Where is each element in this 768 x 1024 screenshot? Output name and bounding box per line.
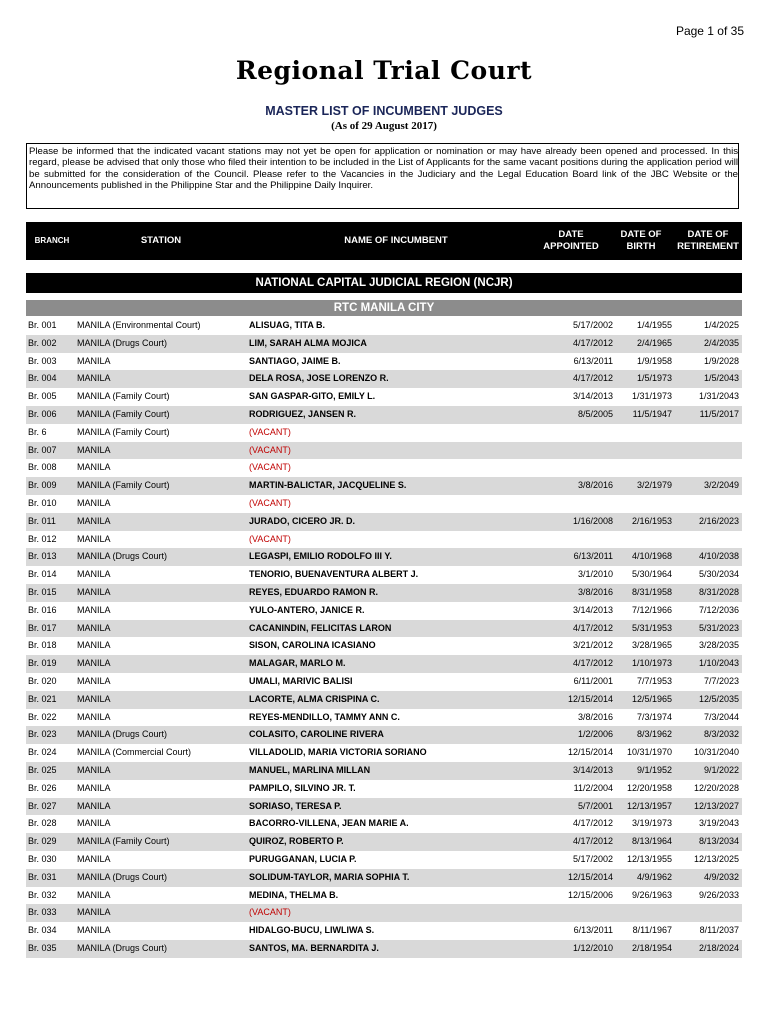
region-header: NATIONAL CAPITAL JUDICIAL REGION (NCJR): [26, 273, 742, 293]
incumbent-name-cell: REYES-MENDILLO, TAMMY ANN C.: [249, 711, 400, 722]
date-of-birth-cell: 11/5/1947: [632, 408, 672, 419]
date-of-retirement-cell: 12/5/2035: [698, 693, 739, 704]
station-cell: MANILA: [77, 604, 111, 615]
date-appointed-cell: 1/16/2008: [572, 515, 613, 526]
incumbent-name-cell: SORIASO, TERESA P.: [249, 800, 342, 811]
date-appointed-cell: 1/12/2010: [572, 942, 613, 953]
date-appointed-cell: 11/2/2004: [573, 782, 613, 793]
date-of-retirement-cell: 8/31/2028: [698, 586, 739, 597]
branch-cell: Br. 017: [28, 622, 57, 633]
branch-cell: Br. 003: [28, 355, 57, 366]
date-of-retirement-cell: 2/18/2024: [698, 942, 739, 953]
date-of-birth-cell: 10/31/1970: [626, 747, 672, 758]
date-of-birth-cell: 8/13/1964: [631, 836, 672, 847]
date-of-retirement-cell: 7/7/2023: [703, 675, 739, 686]
branch-cell: Br. 010: [28, 497, 57, 508]
table-row: [26, 922, 742, 940]
date-of-retirement-cell: 8/3/2032: [703, 729, 739, 740]
table-row: [26, 406, 742, 424]
date-of-birth-cell: 9/26/1963: [631, 889, 672, 900]
station-cell: MANILA: [77, 533, 111, 544]
table-row: [26, 869, 742, 887]
date-of-birth-cell: 8/3/1962: [636, 729, 672, 740]
date-of-birth-cell: 7/3/1974: [636, 711, 672, 722]
column-retirement-line1: DATE OF: [687, 229, 729, 240]
branch-cell: Br. 019: [28, 658, 57, 669]
date-appointed-cell: 6/11/2001: [573, 675, 613, 686]
station-cell: MANILA: [77, 925, 111, 936]
date-appointed-cell: 3/8/2016: [577, 586, 613, 597]
table-row: [26, 904, 742, 922]
branch-cell: Br. 024: [28, 747, 57, 758]
station-cell: MANILA: [77, 889, 111, 900]
city-header: RTC MANILA CITY: [26, 300, 742, 316]
date-of-birth-cell: 2/18/1954: [631, 942, 672, 953]
date-of-birth-cell: 7/7/1953: [636, 675, 672, 686]
date-of-retirement-cell: 8/11/2037: [699, 925, 739, 936]
incumbent-name-cell: ALISUAG, TITA B.: [249, 320, 325, 330]
date-of-retirement-cell: 3/19/2043: [698, 818, 739, 829]
branch-cell: Br. 030: [28, 853, 57, 864]
date-appointed-cell: 3/8/2016: [577, 480, 613, 491]
column-appointed-line1: DATE: [558, 229, 584, 240]
date-of-birth-cell: 3/28/1965: [631, 640, 672, 651]
date-appointed-cell: 5/17/2002: [572, 853, 613, 864]
date-appointed-cell: 4/17/2012: [572, 818, 613, 829]
station-cell: MANILA: [77, 569, 111, 580]
table-row: [26, 459, 742, 477]
date-of-retirement-cell: 1/31/2043: [698, 391, 739, 402]
date-of-birth-cell: 4/9/1962: [636, 871, 672, 882]
date-of-birth-cell: 1/10/1973: [631, 658, 672, 669]
incumbent-name-cell: SOLIDUM-TAYLOR, MARIA SOPHIA T.: [249, 871, 410, 882]
date-appointed-cell: 6/13/2011: [573, 925, 613, 936]
branch-cell: Br. 013: [28, 551, 57, 562]
incumbent-name-cell: JURADO, CICERO JR. D.: [249, 515, 356, 526]
station-cell: MANILA: [77, 693, 111, 704]
date-of-retirement-cell: 3/2/2049: [703, 480, 739, 491]
station-cell: MANILA: [77, 782, 111, 793]
date-of-birth-cell: 5/31/1953: [631, 622, 672, 633]
table-row: [26, 477, 742, 495]
table-row: [26, 762, 742, 780]
incumbent-name-cell: SAN GASPAR-GITO, EMILY L.: [249, 391, 376, 402]
table-row: [26, 637, 742, 655]
incumbent-name-cell: SANTIAGO, JAIME B.: [249, 355, 341, 366]
page-number: Page 1 of 35: [675, 24, 744, 38]
incumbent-name-cell: SISON, CAROLINA ICASIANO: [249, 640, 376, 651]
incumbent-name-cell: TENORIO, BUENAVENTURA ALBERT J.: [249, 569, 419, 580]
incumbent-name-cell: MEDINA, THELMA B.: [249, 889, 339, 900]
incumbent-name-cell: (VACANT): [249, 444, 291, 455]
document-subtitle: MASTER LIST OF INCUMBENT JUDGES: [265, 104, 503, 118]
station-cell: MANILA: [77, 818, 111, 829]
column-branch: BRANCH: [34, 236, 70, 245]
station-cell: MANILA: [77, 711, 111, 722]
station-cell: MANILA: [77, 373, 111, 384]
branch-cell: Br. 025: [28, 764, 57, 775]
station-cell: MANILA: [77, 355, 111, 366]
date-appointed-cell: 6/13/2011: [573, 355, 613, 366]
branch-cell: Br. 033: [28, 907, 57, 918]
incumbent-name-cell: DELA ROSA, JOSE LORENZO R.: [249, 373, 389, 384]
date-appointed-cell: 3/21/2012: [572, 640, 613, 651]
date-of-birth-cell: 9/1/1952: [636, 764, 672, 775]
date-appointed-cell: 3/14/2013: [572, 391, 613, 402]
branch-cell: Br. 011: [28, 515, 56, 526]
date-of-birth-cell: 8/31/1958: [631, 586, 672, 597]
table-row: [26, 513, 742, 531]
table-header: [26, 222, 742, 260]
table-row: [26, 833, 742, 851]
date-of-retirement-cell: 4/10/2038: [698, 551, 739, 562]
branch-cell: Br. 023: [28, 729, 57, 740]
incumbent-name-cell: MALAGAR, MARLO M.: [249, 658, 346, 669]
date-appointed-cell: 3/1/2010: [577, 569, 613, 580]
table-row: [26, 584, 742, 602]
table-row: [26, 317, 742, 335]
station-cell: MANILA (Family Court): [77, 408, 170, 419]
judges-table-body: [26, 317, 742, 958]
incumbent-name-cell: LACORTE, ALMA CRISPINA C.: [249, 693, 380, 704]
notice-box: Please be informed that the indicated vacant stations may not yet be open for application or nomination or may have already been opened and processed. In this regard, please be advised that only those who filed their intention to be included in the List of Applicants for the same vacant positions during the application period will be submitted for the consideration of the Council. Please refer to the Vacancies in the Judiciary and the Legal Education Board link of the JBC Website or the Announcements published in the Philippine Star and the Philippine Daily Inquirer.: [26, 143, 739, 209]
column-birth-line2: BIRTH: [626, 241, 656, 252]
date-of-birth-cell: 7/12/1966: [631, 604, 672, 615]
branch-cell: Br. 009: [28, 480, 57, 491]
date-appointed-cell: 12/15/2006: [567, 889, 613, 900]
column-name: NAME OF INCUMBENT: [344, 235, 448, 246]
date-of-birth-cell: 4/10/1968: [631, 551, 672, 562]
branch-cell: Br. 002: [28, 337, 57, 348]
station-cell: MANILA: [77, 764, 111, 775]
date-of-retirement-cell: 2/16/2023: [698, 515, 739, 526]
date-of-birth-cell: 2/16/1953: [631, 515, 672, 526]
date-of-birth-cell: 1/9/1958: [636, 355, 672, 366]
date-of-retirement-cell: 10/31/2040: [693, 747, 739, 758]
incumbent-name-cell: HIDALGO-BUCU, LIWLIWA S.: [249, 925, 375, 936]
date-of-retirement-cell: 12/20/2028: [693, 782, 739, 793]
table-row: [26, 655, 742, 673]
station-cell: MANILA: [77, 622, 111, 633]
station-cell: MANILA (Drugs Court): [77, 871, 168, 882]
table-row: [26, 370, 742, 388]
date-of-birth-cell: 12/20/1958: [626, 782, 672, 793]
incumbent-name-cell: UMALI, MARIVIC BALISI: [249, 675, 353, 686]
table-row: [26, 620, 742, 638]
date-of-birth-cell: 2/4/1965: [636, 337, 672, 348]
incumbent-name-cell: LEGASPI, EMILIO RODOLFO III Y.: [249, 551, 392, 562]
date-appointed-cell: 3/14/2013: [572, 604, 613, 615]
column-appointed-line2: APPOINTED: [543, 241, 599, 252]
date-appointed-cell: 8/5/2005: [577, 408, 613, 419]
date-of-retirement-cell: 2/4/2035: [703, 337, 739, 348]
incumbent-name-cell: (VACANT): [249, 533, 291, 544]
station-cell: MANILA: [77, 444, 111, 455]
column-birth-line1: DATE OF: [620, 229, 662, 240]
date-of-retirement-cell: 3/28/2035: [698, 640, 739, 651]
table-row: [26, 851, 742, 869]
table-row: [26, 335, 742, 353]
date-of-retirement-cell: 12/13/2025: [693, 853, 739, 864]
incumbent-name-cell: (VACANT): [249, 497, 291, 508]
date-appointed-cell: 5/17/2002: [572, 320, 613, 330]
station-cell: MANILA (Family Court): [77, 480, 170, 491]
date-of-retirement-cell: 5/31/2023: [698, 622, 739, 633]
incumbent-name-cell: LIM, SARAH ALMA MOJICA: [249, 337, 367, 348]
incumbent-name-cell: BACORRO-VILLENA, JEAN MARIE A.: [249, 818, 409, 829]
column-appointed: [536, 229, 606, 253]
station-cell: MANILA: [77, 515, 111, 526]
date-of-retirement-cell: 9/26/2033: [698, 889, 739, 900]
branch-cell: Br. 014: [28, 569, 57, 580]
branch-cell: Br. 016: [28, 604, 57, 615]
incumbent-name-cell: YULO-ANTERO, JANICE R.: [249, 604, 365, 615]
date-appointed-cell: 4/17/2012: [572, 373, 613, 384]
date-of-retirement-cell: 5/30/2034: [698, 569, 739, 580]
table-row: [26, 442, 742, 460]
date-appointed-cell: 4/17/2012: [572, 337, 613, 348]
branch-cell: Br. 022: [28, 711, 57, 722]
station-cell: MANILA (Drugs Court): [77, 729, 168, 740]
date-of-birth-cell: 3/19/1973: [631, 818, 672, 829]
incumbent-name-cell: REYES, EDUARDO RAMON R.: [249, 586, 379, 597]
branch-cell: Br. 029: [28, 836, 57, 847]
table-row: [26, 548, 742, 566]
branch-cell: Br. 026: [28, 782, 57, 793]
date-appointed-cell: 6/13/2011: [573, 551, 613, 562]
station-cell: MANILA (Family Court): [77, 426, 170, 437]
date-appointed-cell: 3/14/2013: [572, 764, 613, 775]
date-of-retirement-cell: 1/10/2043: [698, 658, 739, 669]
incumbent-name-cell: (VACANT): [249, 907, 291, 918]
table-row: [26, 709, 742, 727]
table-row: [26, 744, 742, 762]
incumbent-name-cell: COLASITO, CAROLINE RIVERA: [249, 729, 384, 740]
table-row: [26, 815, 742, 833]
table-row: [26, 531, 742, 549]
column-birth: [611, 229, 671, 253]
station-cell: MANILA: [77, 497, 111, 508]
station-cell: MANILA (Commercial Court): [77, 747, 192, 758]
date-of-birth-cell: 1/4/1955: [636, 320, 672, 330]
branch-cell: Br. 004: [28, 373, 57, 384]
branch-cell: Br. 006: [28, 408, 57, 419]
table-row: [26, 353, 742, 371]
date-appointed-cell: 12/15/2014: [567, 871, 613, 882]
date-of-retirement-cell: 9/1/2022: [703, 764, 739, 775]
date-of-retirement-cell: 7/3/2044: [703, 711, 739, 722]
date-appointed-cell: 4/17/2012: [572, 836, 613, 847]
date-of-retirement-cell: 8/13/2034: [698, 836, 739, 847]
column-station: STATION: [140, 235, 182, 246]
date-appointed-cell: 4/17/2012: [572, 622, 613, 633]
table-row: [26, 602, 742, 620]
date-appointed-cell: 5/7/2001: [577, 800, 613, 811]
date-of-birth-cell: 1/5/1973: [636, 373, 672, 384]
incumbent-name-cell: PURUGGANAN, LUCIA P.: [249, 853, 357, 864]
date-appointed-cell: 1/2/2006: [577, 729, 613, 740]
incumbent-name-cell: PAMPILO, SILVINO JR. T.: [249, 782, 356, 793]
date-of-birth-cell: 12/5/1965: [631, 693, 672, 704]
branch-cell: Br. 020: [28, 675, 57, 686]
branch-cell: Br. 007: [28, 444, 57, 455]
table-row: [26, 388, 742, 406]
table-row: [26, 798, 742, 816]
column-retirement: [674, 229, 742, 253]
incumbent-name-cell: RODRIGUEZ, JANSEN R.: [249, 408, 357, 419]
station-cell: MANILA: [77, 853, 111, 864]
station-cell: MANILA (Family Court): [77, 391, 170, 402]
date-of-retirement-cell: 1/9/2028: [703, 355, 739, 366]
date-of-birth-cell: 12/13/1955: [626, 853, 672, 864]
date-of-retirement-cell: 1/5/2043: [703, 373, 739, 384]
incumbent-name-cell: CACANINDIN, FELICITAS LARON: [249, 622, 392, 633]
station-cell: MANILA (Family Court): [77, 836, 170, 847]
branch-cell: Br. 001: [28, 320, 57, 330]
branch-cell: Br. 031: [28, 871, 57, 882]
station-cell: MANILA: [77, 462, 111, 473]
branch-cell: Br. 012: [28, 533, 57, 544]
column-retirement-line2: RETIREMENT: [677, 241, 739, 252]
date-of-retirement-cell: 7/12/2036: [698, 604, 739, 615]
date-appointed-cell: 12/15/2014: [567, 747, 613, 758]
branch-cell: Br. 028: [28, 818, 57, 829]
document-title: Regional Trial Court: [235, 56, 533, 85]
date-of-birth-cell: 8/11/1967: [632, 925, 672, 936]
station-cell: MANILA: [77, 675, 111, 686]
station-cell: MANILA: [77, 640, 111, 651]
station-cell: MANILA: [77, 586, 111, 597]
table-row: [26, 495, 742, 513]
branch-cell: Br. 6: [28, 426, 47, 437]
station-cell: MANILA: [77, 800, 111, 811]
station-cell: MANILA: [77, 658, 111, 669]
branch-cell: Br. 008: [28, 462, 57, 473]
incumbent-name-cell: (VACANT): [249, 426, 291, 437]
incumbent-name-cell: VILLADOLID, MARIA VICTORIA SORIANO: [249, 747, 427, 758]
table-row: [26, 780, 742, 798]
station-cell: MANILA (Drugs Court): [77, 337, 168, 348]
date-of-retirement-cell: 1/4/2025: [703, 320, 739, 330]
branch-cell: Br. 005: [28, 391, 57, 402]
station-cell: MANILA (Environmental Court): [77, 320, 201, 330]
incumbent-name-cell: QUIROZ, ROBERTO P.: [249, 836, 344, 847]
date-of-birth-cell: 12/13/1957: [626, 800, 672, 811]
branch-cell: Br. 021: [28, 693, 57, 704]
date-of-birth-cell: 1/31/1973: [631, 391, 672, 402]
incumbent-name-cell: SANTOS, MA. BERNARDITA J.: [249, 942, 379, 953]
as-of-date: (As of 29 August 2017): [331, 120, 437, 132]
incumbent-name-cell: MARTIN-BALICTAR, JACQUELINE S.: [249, 480, 407, 491]
branch-cell: Br. 035: [28, 942, 57, 953]
date-of-birth-cell: 5/30/1964: [631, 569, 672, 580]
station-cell: MANILA: [77, 907, 111, 918]
branch-cell: Br. 015: [28, 586, 57, 597]
table-row: [26, 566, 742, 584]
date-of-retirement-cell: 11/5/2017: [699, 408, 739, 419]
table-row: [26, 887, 742, 905]
incumbent-name-cell: MANUEL, MARLINA MILLAN: [249, 764, 371, 775]
date-appointed-cell: 12/15/2014: [567, 693, 613, 704]
date-appointed-cell: 4/17/2012: [572, 658, 613, 669]
table-row: [26, 691, 742, 709]
table-row: [26, 940, 742, 958]
branch-cell: Br. 034: [28, 925, 57, 936]
date-of-birth-cell: 3/2/1979: [636, 480, 672, 491]
date-of-retirement-cell: 4/9/2032: [703, 871, 739, 882]
table-row: [26, 424, 742, 442]
branch-cell: Br. 018: [28, 640, 57, 651]
branch-cell: Br. 027: [28, 800, 57, 811]
station-cell: MANILA (Drugs Court): [77, 551, 168, 562]
branch-cell: Br. 032: [28, 889, 57, 900]
date-of-retirement-cell: 12/13/2027: [693, 800, 739, 811]
date-appointed-cell: 3/8/2016: [577, 711, 613, 722]
table-row: [26, 673, 742, 691]
table-row: [26, 726, 742, 744]
station-cell: MANILA (Drugs Court): [77, 942, 168, 953]
incumbent-name-cell: (VACANT): [249, 462, 291, 473]
